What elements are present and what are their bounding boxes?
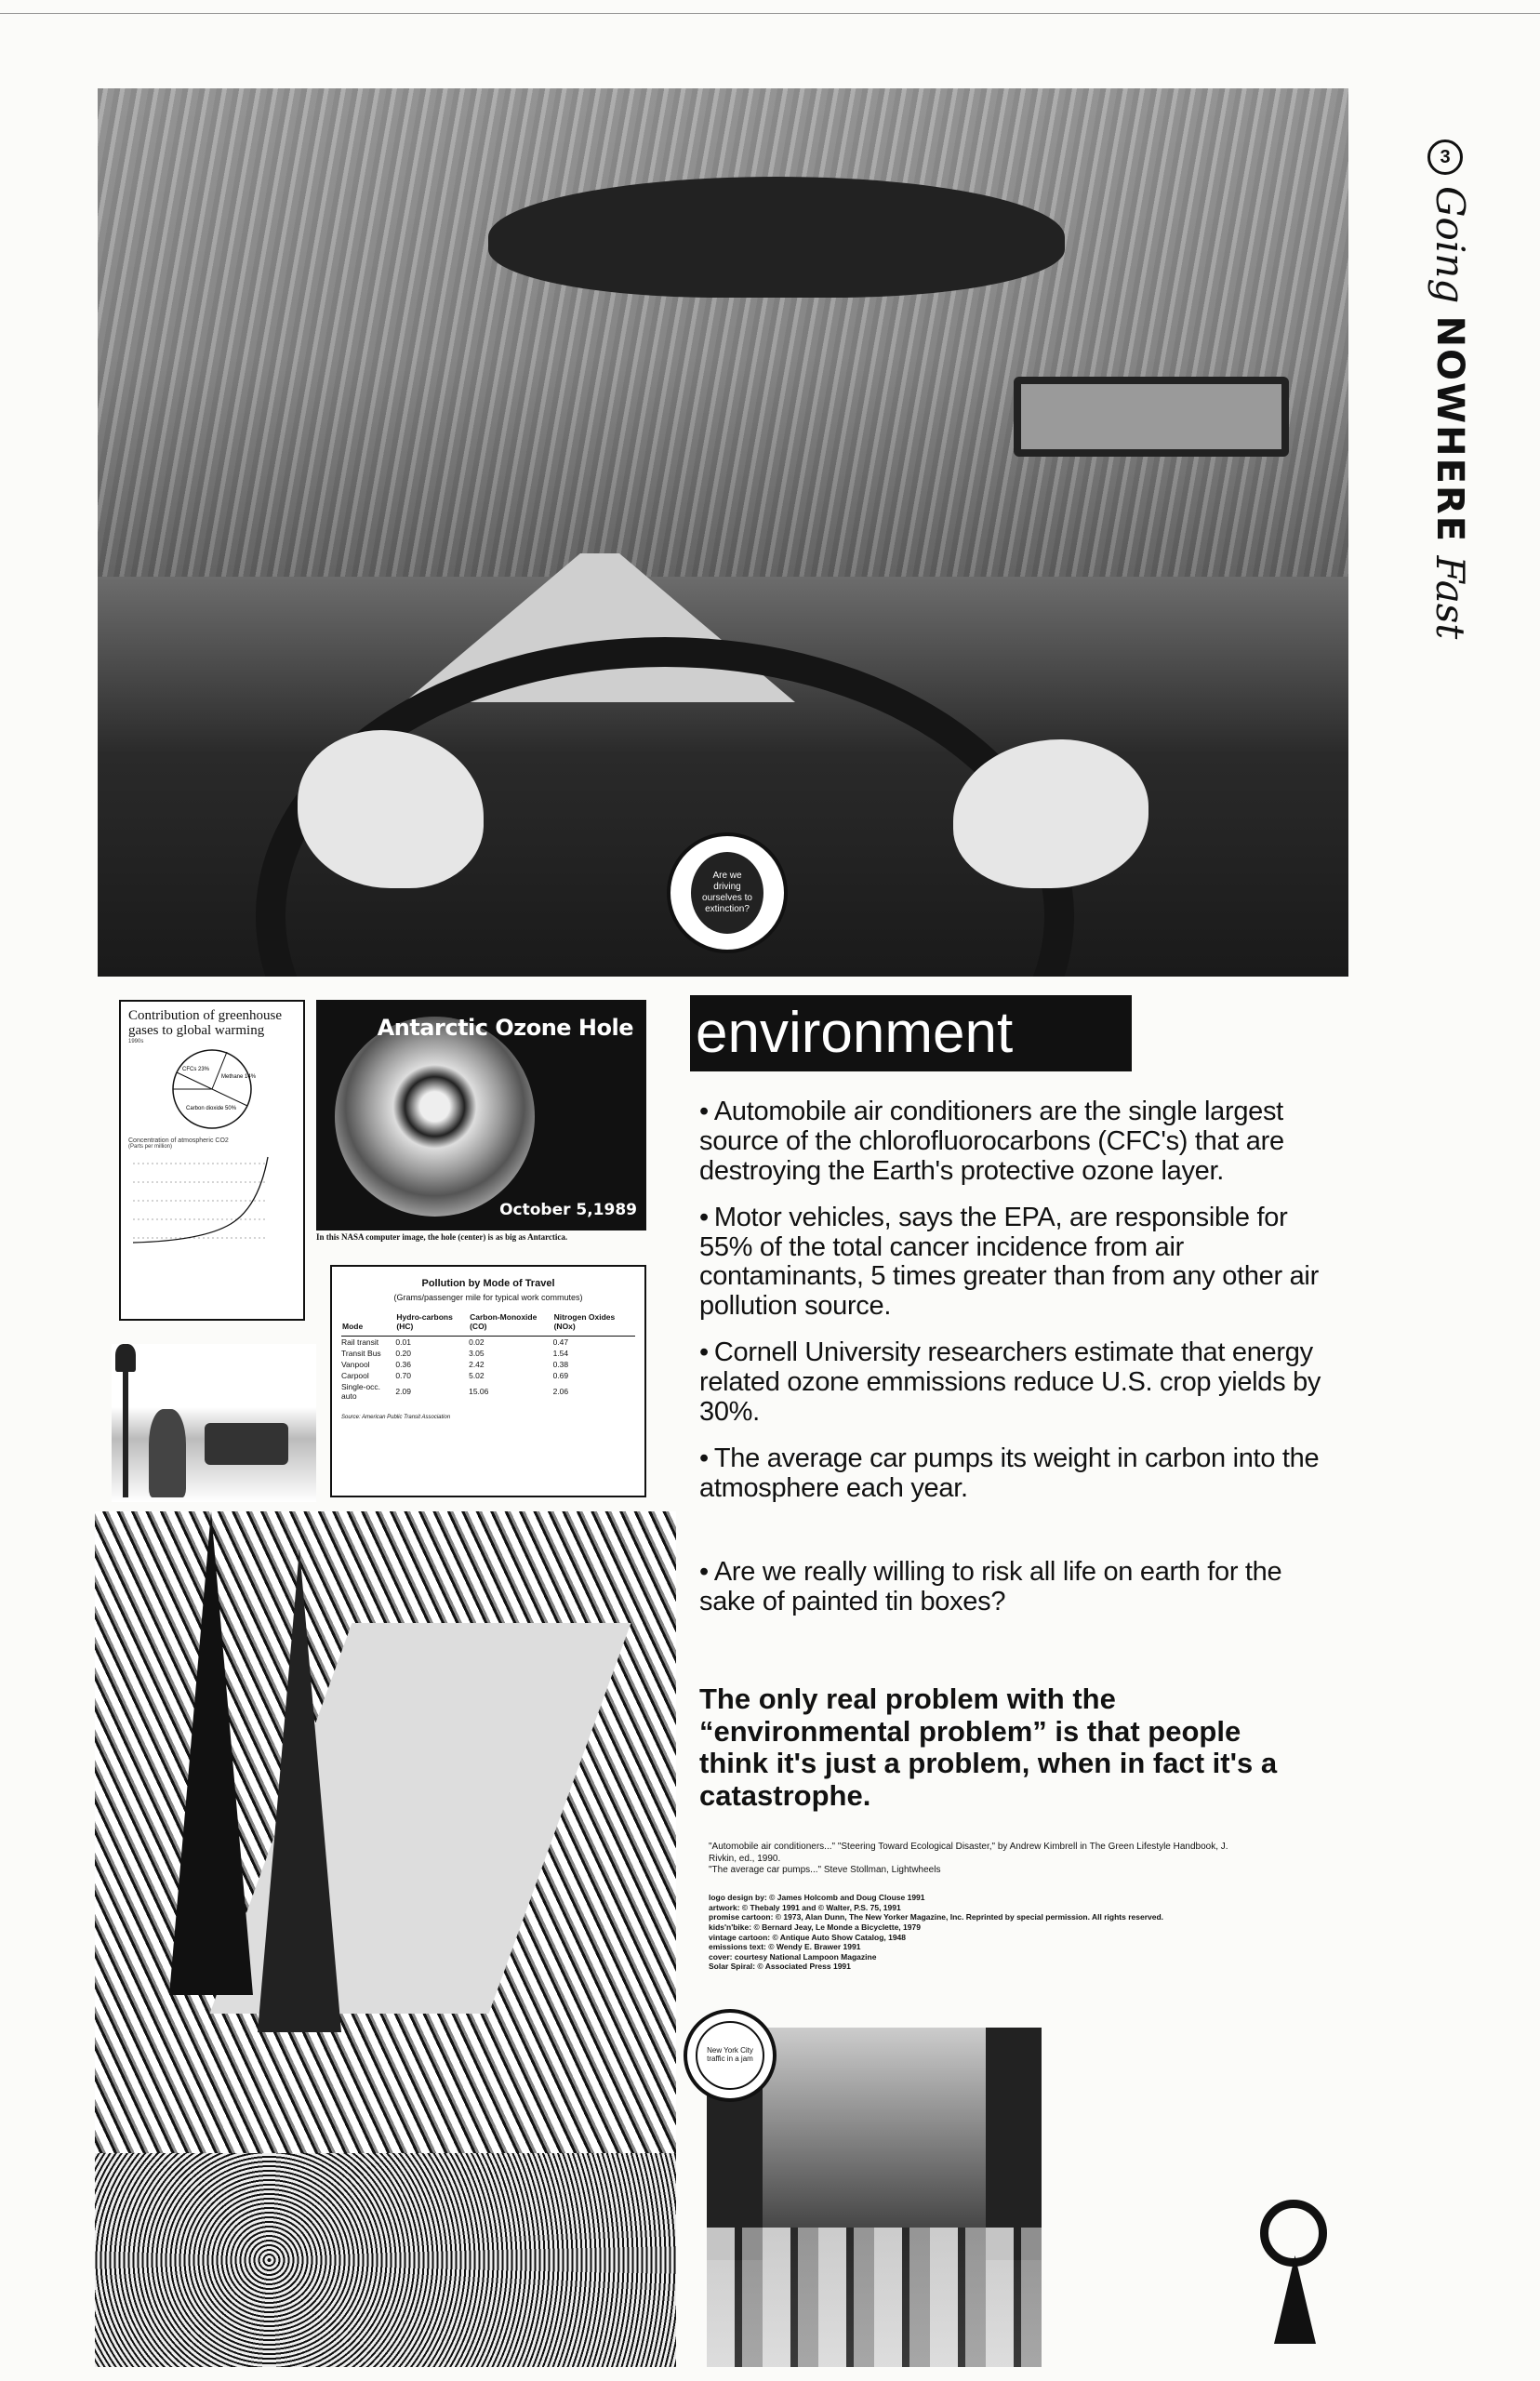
pie-label-co2: Carbon dioxide 50% <box>186 1105 237 1111</box>
col-header: Nitrogen Oxides (NOx) <box>553 1311 635 1337</box>
cell: 5.02 <box>469 1371 485 1380</box>
greenhouse-title: Contribution of greenhouse gases to global warming <box>128 1008 282 1038</box>
vintage-car <box>205 1423 288 1465</box>
pollution-table <box>341 1311 635 1402</box>
credit-line: cover: courtesy National Lampoon Magazine <box>709 1951 877 1962</box>
table-row <box>341 1348 635 1359</box>
lamp-post <box>123 1344 128 1497</box>
bullet-item: • Cornell University researchers estimate that energy related ozone emmissions reduce U.S. crop yields by 30%. <box>699 1337 1321 1428</box>
bullet-item: • Are we really willing to risk all life on earth for the sake of painted tin boxes? <box>699 1556 1282 1616</box>
solar-spiral-logo <box>1255 2200 1334 2344</box>
cell: 0.20 <box>395 1349 411 1358</box>
rearview-mirror <box>1014 377 1289 457</box>
sources-list <box>709 1842 1229 1877</box>
bullet-text: Automobile air conditioners are the single largest source of the chlorofluorocarbons (CFC's) that are destroying the Earth's protective ozone layer. <box>699 1097 1284 1186</box>
bullet-item: • Motor vehicles, says the EPA, are responsible for 55% of the total cancer incidence from air contaminants, 5 times greater than from any other air pollution source. <box>699 1202 1319 1322</box>
cars-jam <box>707 2228 1042 2367</box>
cell: Transit Bus <box>341 1349 381 1358</box>
credits-list <box>709 1893 1229 1972</box>
ozone-globe <box>335 1017 535 1217</box>
co2-units: (Parts per million) <box>128 1143 173 1150</box>
title-word-fast: Fast <box>1427 555 1473 640</box>
co2-subtitle: Concentration of atmospheric CO2 <box>128 1137 229 1144</box>
greenhouse-small-label: 1990s <box>128 1038 144 1044</box>
cell: 0.02 <box>469 1337 485 1347</box>
credit-line: artwork: © Thebaly 1991 and © Walter, P.S. 75, 1991 <box>709 1902 901 1912</box>
credit-line: kids'n'bike: © Bernard Jeay, Le Monde a Bicyclette, 1979 <box>709 1922 921 1932</box>
col-header: Mode <box>341 1311 395 1337</box>
bullet-text: Cornell University researchers estimate that energy related ozone emmissions reduce U.S. crop yields by 30%. <box>699 1337 1321 1428</box>
table-row <box>341 1337 635 1349</box>
street-crowd <box>95 2153 676 2367</box>
credit-line: logo design by: © James Holcomb and Doug Clouse 1991 <box>709 1893 925 1902</box>
ozone-caption: In this NASA computer image, the hole (center) is as big as Antarctica. <box>316 1232 568 1242</box>
vintage-cartoon <box>112 1344 316 1502</box>
hero-badge <box>667 832 788 953</box>
conclusion-statement: The only real problem with the “environmental problem” is that people think it's just a problem, when in fact it's a catastrophe. <box>699 1683 1278 1813</box>
side-title <box>1418 140 1474 640</box>
credit-line: emissions text: © Wendy E. Brawer 1991 <box>709 1942 861 1952</box>
credit-line: vintage cartoon: © Antique Auto Show Catalog, 1948 <box>709 1932 907 1942</box>
ozone-image <box>316 1000 646 1230</box>
pollution-title: Pollution by Mode of Travel <box>421 1278 555 1289</box>
cell: 2.42 <box>469 1360 485 1369</box>
cell: 0.36 <box>395 1360 411 1369</box>
bullet-item: • Automobile air conditioners are the single largest source of the chlorofluorocarbons (CFC's) that are destroying the Earth's protective ozone layer. <box>699 1097 1284 1186</box>
cell: 3.05 <box>469 1349 485 1358</box>
spiral-ring <box>1260 2200 1327 2267</box>
credit-line: promise cartoon: © 1973, Alan Dunn, The New Yorker Magazine, Inc. Reprinted by special permission. All rights reserved. <box>709 1912 1164 1922</box>
pollution-subtitle: (Grams/passenger mile for typical work commutes) <box>393 1293 583 1302</box>
hero-badge-text: Are we driving ourselves to extinction? <box>691 852 763 934</box>
spire-left <box>169 1511 253 1995</box>
table-row <box>341 1359 635 1370</box>
cell: 15.06 <box>469 1387 489 1396</box>
cell: 2.09 <box>395 1387 411 1396</box>
bullet-item: • The average car pumps its weight in carbon into the atmosphere each year. <box>699 1443 1320 1503</box>
title-word-going: Going <box>1427 186 1473 304</box>
cell: 1.54 <box>552 1349 569 1358</box>
environment-banner: environment <box>690 995 1132 1071</box>
cell: 0.47 <box>552 1337 569 1347</box>
table-header-row <box>341 1311 635 1337</box>
top-rule <box>0 13 1540 14</box>
pie-label-cfc: CFCs 23% <box>182 1066 210 1072</box>
page-number-badge: 3 <box>1427 140 1463 175</box>
spiral-spike <box>1274 2255 1316 2344</box>
greenhouse-chart-box <box>119 1000 305 1321</box>
cell: 0.01 <box>395 1337 411 1347</box>
cell: 0.69 <box>552 1371 569 1380</box>
title-word-nowhere: NOWHERE <box>1428 315 1471 544</box>
cell: Carpool <box>341 1371 369 1380</box>
pie-label-methane: Methane 14% <box>221 1073 257 1080</box>
col-header: Hydro-carbons (HC) <box>395 1311 469 1337</box>
vertical-title <box>1427 186 1473 639</box>
pedestrian-figure <box>149 1409 186 1497</box>
bullet-text: Motor vehicles, says the EPA, are responsible for 55% of the total cancer incidence from air contaminants, 5 times greater than from any other air pollution source. <box>699 1202 1319 1322</box>
source-line: "Automobile air conditioners..." "Steering Toward Ecological Disaster," by Andrew Kimbrell in The Green Lifestyle Handbook, J. Rivkin, ed., 1990. <box>709 1842 1228 1864</box>
cell: 2.06 <box>552 1387 569 1396</box>
traffic-badge-text: New York City traffic in a jam <box>696 2021 764 2090</box>
table-row <box>341 1381 635 1402</box>
building-right <box>986 2028 1042 2260</box>
table-row <box>341 1370 635 1381</box>
trees-texture <box>98 88 1348 577</box>
credit-line: Solar Spiral: © Associated Press 1991 <box>709 1962 851 1972</box>
environment-bullets <box>699 1097 1332 1633</box>
cell: 0.70 <box>395 1371 411 1380</box>
cathedral-aerial-photo <box>95 1511 676 2367</box>
col-header: Carbon-Monoxide (CO) <box>469 1311 553 1337</box>
bullet-text: The average car pumps its weight in carbon into the atmosphere each year. <box>699 1443 1320 1503</box>
cell: 0.38 <box>552 1360 569 1369</box>
source-line: "The average car pumps..." Steve Stollman, Lightwheels <box>709 1865 941 1875</box>
ozone-date: October 5,1989 <box>499 1201 637 1219</box>
cell: Single-occ. auto <box>341 1382 381 1401</box>
windshield-visor <box>488 177 1065 298</box>
pollution-source: Source: American Public Transit Association <box>341 1415 451 1420</box>
cell: Rail transit <box>341 1337 379 1347</box>
greenhouse-pie <box>128 1044 296 1133</box>
ozone-title: Antarctic Ozone Hole <box>377 1015 633 1041</box>
co2-line-chart <box>128 1150 296 1257</box>
cell: Vanpool <box>341 1360 370 1369</box>
bullet-text: Are we really willing to risk all life on earth for the sake of painted tin boxes? <box>699 1556 1282 1616</box>
pollution-table-box <box>330 1265 646 1497</box>
traffic-badge <box>684 2009 777 2102</box>
